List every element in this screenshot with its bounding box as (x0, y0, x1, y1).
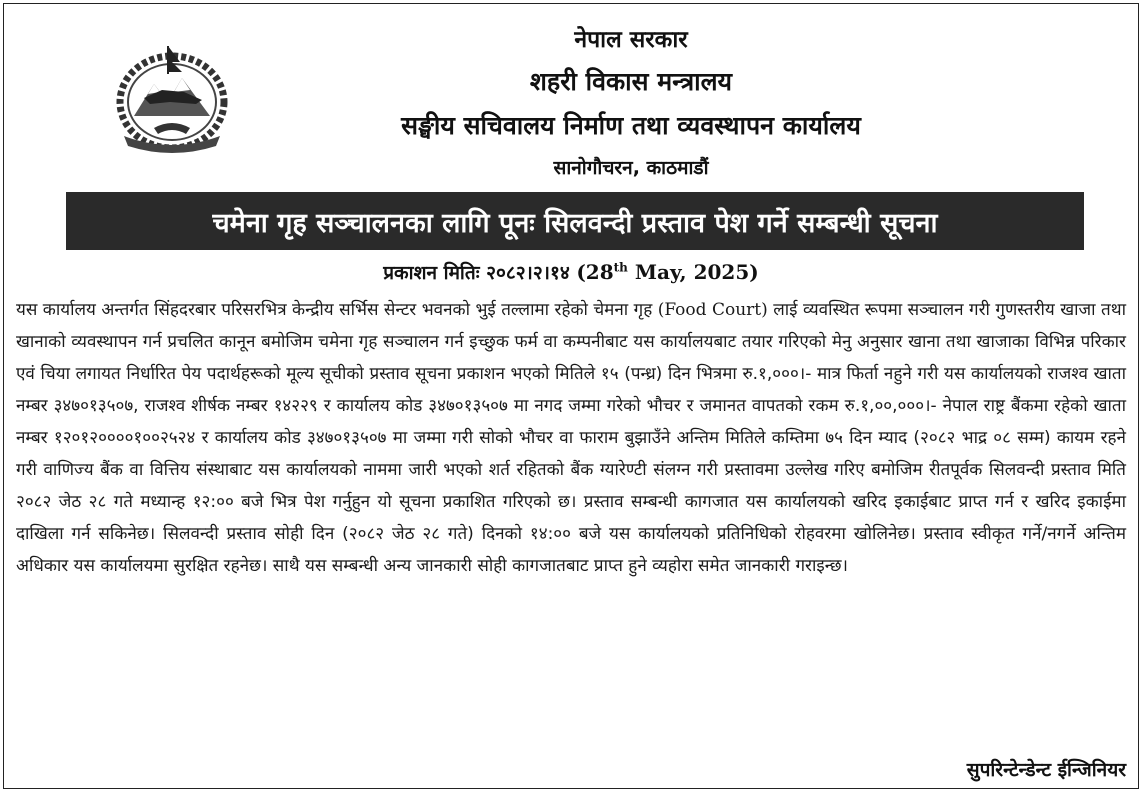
header-ministry: शहरी विकास मन्त्रालय (529, 67, 733, 96)
signature-designation: सुपरिन्टेन्डेन्ट ईन्जिनियर (966, 759, 1126, 781)
notice-title-banner (66, 192, 1084, 250)
header-address: सानोगौचरन, काठमाडौं (553, 157, 709, 179)
publication-date (4, 259, 1138, 285)
header-government: नेपाल सरकार (574, 27, 688, 53)
notice-page (3, 3, 1139, 789)
notice-body: यस कार्यालय अन्तर्गत सिंहदरबार परिसरभित्र केन्द्रीय सर्भिस सेन्टर भवनको भुई तल्लामा रहेको चेमना गृह (Food Court) लाई व्यवस्थित रूपमा सञ्चालन गरी गुणस्तरीय खाजा तथा खानाको व्यवस्थापन गर्न प्रचलित कानून बमोजिम चमेना गृह सञ्चालन गर्न इच्छुक फर्म वा कम्पनीबाट यस कार्यालयबाट तयार गरिएको मेनु अनुसार खाना तथा खाजाका विभिन्न परिकार एवं चिया लगायत निर्धारित पेय पदार्थहरूको मूल्य सूचीको प्रस्ताव सूचना प्रकाशन भएको मितिले १५ (पन्ध्र) दिन भित्रमा रु.१,०००।- मात्र फिर्ता नहुने गरी यस कार्यालयको राजश्व खाता नम्बर ३४७०१३५०७, राजश्व शीर्षक नम्बर १४२२९ र कार्यालय कोड ३४७०१३५०७ मा नगद जम्मा गरेको भौचर र जमानत वापतको रकम रु.१,००,०००।- नेपाल राष्ट्र बैंकमा रहेको खाता नम्बर १२०१२००००१००२५२४ र कार्यालय कोड ३४७०१३५०७ मा जम्मा गरी सोको भौचर वा फाराम बुझाउँने अन्तिम मितिले कम्तिमा ७५ दिन म्याद (२०८२ भाद्र ०८ सम्म) कायम रहने गरी वाणिज्य बैंक वा वित्तिय संस्थाबाट यस कार्यालयको नाममा जारी भएको शर्त रहितको बैंक ग्यारेण्टी संलग्न गरी प्रस्तावमा उल्लेख गरिए बमोजिम रीतपूर्वक सिलवन्दी प्रस्ताव मिति २०८२ जेठ २८ गते मध्यान्ह १२:०० बजे भित्र पेश गर्नुहुन यो सूचना प्रकाशित गरिएको छ। प्रस्ताव सम्बन्धी कागजात यस कार्यालयको खरिद इकाईबाट प्राप्त गर्न र खरिद इकाईमा दाखिला गर्न सकिनेछ। सिलवन्दी प्रस्ताव सोही दिन (२०८२ जेठ २८ गते) दिनको १४:०० बजे यस कार्यालयको प्रतिनिधिको रोहवरमा खोलिनेछ। प्रस्ताव स्वीकृत गर्ने/नगर्ने अन्तिम अधिकार यस कार्यालयमा सुरक्षित रहनेछ। साथै यस सम्बन्धी अन्य जानकारी सोही कागजातबाट प्राप्त हुने व्यहोरा समेत जानकारी गराइन्छ। (16, 300, 1126, 576)
publication-date-np: प्रकाशन मितिः २०८२।२।१४ (383, 262, 570, 284)
header-office: सङ्घीय सचिवालय निर्माण तथा व्यवस्थापन कार्यालय (401, 111, 861, 140)
publication-date-en: (28th May, 2025) (576, 260, 759, 284)
notice-title: चमेना गृह सञ्चालनका लागि पूनः सिलवन्दी प्रस्ताव पेश गर्ने सम्बन्धी सूचना (212, 207, 938, 239)
